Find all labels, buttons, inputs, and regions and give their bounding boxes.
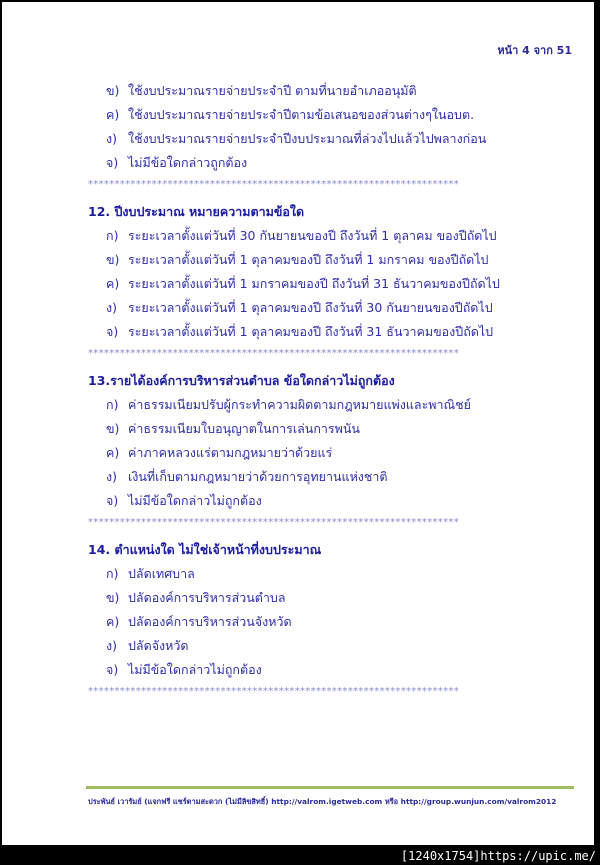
option-text: ไม่มีข้อใดกล่าวถูกต้อง <box>127 155 248 170</box>
option-label: จ) <box>106 493 119 508</box>
option-label: จ) <box>106 155 119 170</box>
option <box>88 296 548 320</box>
option <box>88 441 548 465</box>
option-text: ระยะเวลาตั้งแต่วันที่ 30 กันยายนของปี ถึงวันที่ 1 ตุลาคม ของปีถัดไป <box>127 228 497 243</box>
option-label: ข) <box>106 83 120 98</box>
option-label: ข) <box>106 252 120 267</box>
option-text: ใช้งบประมาณรายจ่ายประจำปีงบประมาณที่ล่วงไปแล้วไปพลางก่อน <box>127 131 487 146</box>
option <box>88 562 548 586</box>
question-block <box>88 535 548 704</box>
option-text: ปลัดเทศบาล <box>127 566 195 581</box>
option <box>88 393 548 417</box>
option <box>88 272 548 296</box>
option-text: ระยะเวลาตั้งแต่วันที่ 1 ตุลาคมของปี ถึงวันที่ 31 ธันวาคมของปีถัดไป <box>127 324 494 339</box>
footer-credit: ประพันธ์ เวารัมย์ (แจกฟรี แชร์ตามสะดวก (ไม่มีลิขสิทธิ์) http://valrom.igetweb.com หรือ http://group.wunjun.com/valrom2012 <box>88 797 557 806</box>
option-label: ค) <box>106 276 120 291</box>
option <box>88 320 548 344</box>
option-label: จ) <box>106 324 119 339</box>
option-label: ข) <box>106 590 120 605</box>
option-label: ก) <box>106 566 119 581</box>
question-title: 13.รายได้องค์การบริหารส่วนตำบล ข้อใดกล่าวไม่ถูกต้อง <box>88 373 395 388</box>
option-text: ระยะเวลาตั้งแต่วันที่ 1 มกราคมของปี ถึงวันที่ 31 ธันวาคมของปีถัดไป <box>127 276 500 291</box>
option <box>88 417 548 441</box>
option-text: ใช้งบประมาณรายจ่ายประจำปีตามข้อเสนอของส่วนต่างๆในอบต. <box>127 107 475 122</box>
option-label: ง) <box>106 469 117 484</box>
option <box>88 610 548 634</box>
option-text: ระยะเวลาตั้งแต่วันที่ 1 ตุลาคมของปี ถึงวันที่ 30 กันยายนของปีถัดไป <box>127 300 493 315</box>
option-text: ปลัดจังหวัด <box>127 638 189 653</box>
previous-question-options <box>88 79 548 175</box>
option-text: ไม่มีข้อใดกล่าวไม่ถูกต้อง <box>127 662 262 677</box>
option-label: ง) <box>106 638 117 653</box>
option <box>88 634 548 658</box>
question-block <box>88 197 548 366</box>
page-indicator: หน้า 4 จาก 51 <box>497 44 572 57</box>
option-text: ค่าธรรมเนียมปรับผู้กระทำความผิดตามกฎหมายแพ่งและพาณิชย์ <box>127 397 471 412</box>
option <box>88 586 548 610</box>
option-label: ค) <box>106 107 120 122</box>
question-title: 12. ปีงบประมาณ หมายความตามข้อใด <box>88 204 305 219</box>
option-label: ค) <box>106 445 120 460</box>
separator: ********************************************************************** <box>88 348 459 359</box>
document-page <box>2 2 594 845</box>
option-text: ค่าภาคหลวงแร่ตามกฎหมายว่าด้วยแร่ <box>127 445 333 460</box>
option <box>88 658 548 682</box>
option <box>88 79 548 103</box>
option-label: ข) <box>106 421 120 436</box>
option-label: ก) <box>106 228 119 243</box>
footer-rule <box>86 786 574 789</box>
question-list <box>88 197 548 704</box>
separator: ********************************************************************** <box>88 686 459 697</box>
option-text: ค่าธรรมเนียมใบอนุญาตในการเล่นการพนัน <box>127 421 360 436</box>
option-label: ง) <box>106 131 117 146</box>
question-block <box>88 366 548 535</box>
option-text: ไม่มีข้อใดกล่าวไม่ถูกต้อง <box>127 493 262 508</box>
option <box>88 248 548 272</box>
option-label: ค) <box>106 614 120 629</box>
option <box>88 465 548 489</box>
document-content <box>88 79 548 704</box>
option-label: จ) <box>106 662 119 677</box>
image-caption: [1240x1754]https://upic.me/ <box>400 849 596 863</box>
option-text: ระยะเวลาตั้งแต่วันที่ 1 ตุลาคมของปี ถึงวันที่ 1 มกราคม ของปีถัดไป <box>127 252 489 267</box>
option-text: เงินที่เก็บตามกฎหมายว่าด้วยการอุทยานแห่งชาติ <box>127 469 388 484</box>
option-text: ปลัดองค์การบริหารส่วนตำบล <box>127 590 286 605</box>
option <box>88 151 548 175</box>
question-title: 14. ตำแหน่งใด ไม่ใช่เจ้าหน้าที่งบประมาณ <box>88 542 322 557</box>
separator: ********************************************************************** <box>88 517 459 528</box>
option <box>88 489 548 513</box>
separator: ********************************************************************** <box>88 179 459 190</box>
option <box>88 127 548 151</box>
option-label: ง) <box>106 300 117 315</box>
option-text: ปลัดองค์การบริหารส่วนจังหวัด <box>127 614 292 629</box>
option-label: ก) <box>106 397 119 412</box>
option <box>88 103 548 127</box>
option-text: ใช้งบประมาณรายจ่ายประจำปี ตามที่นายอำเภออนุมัติ <box>127 83 417 98</box>
option <box>88 224 548 248</box>
